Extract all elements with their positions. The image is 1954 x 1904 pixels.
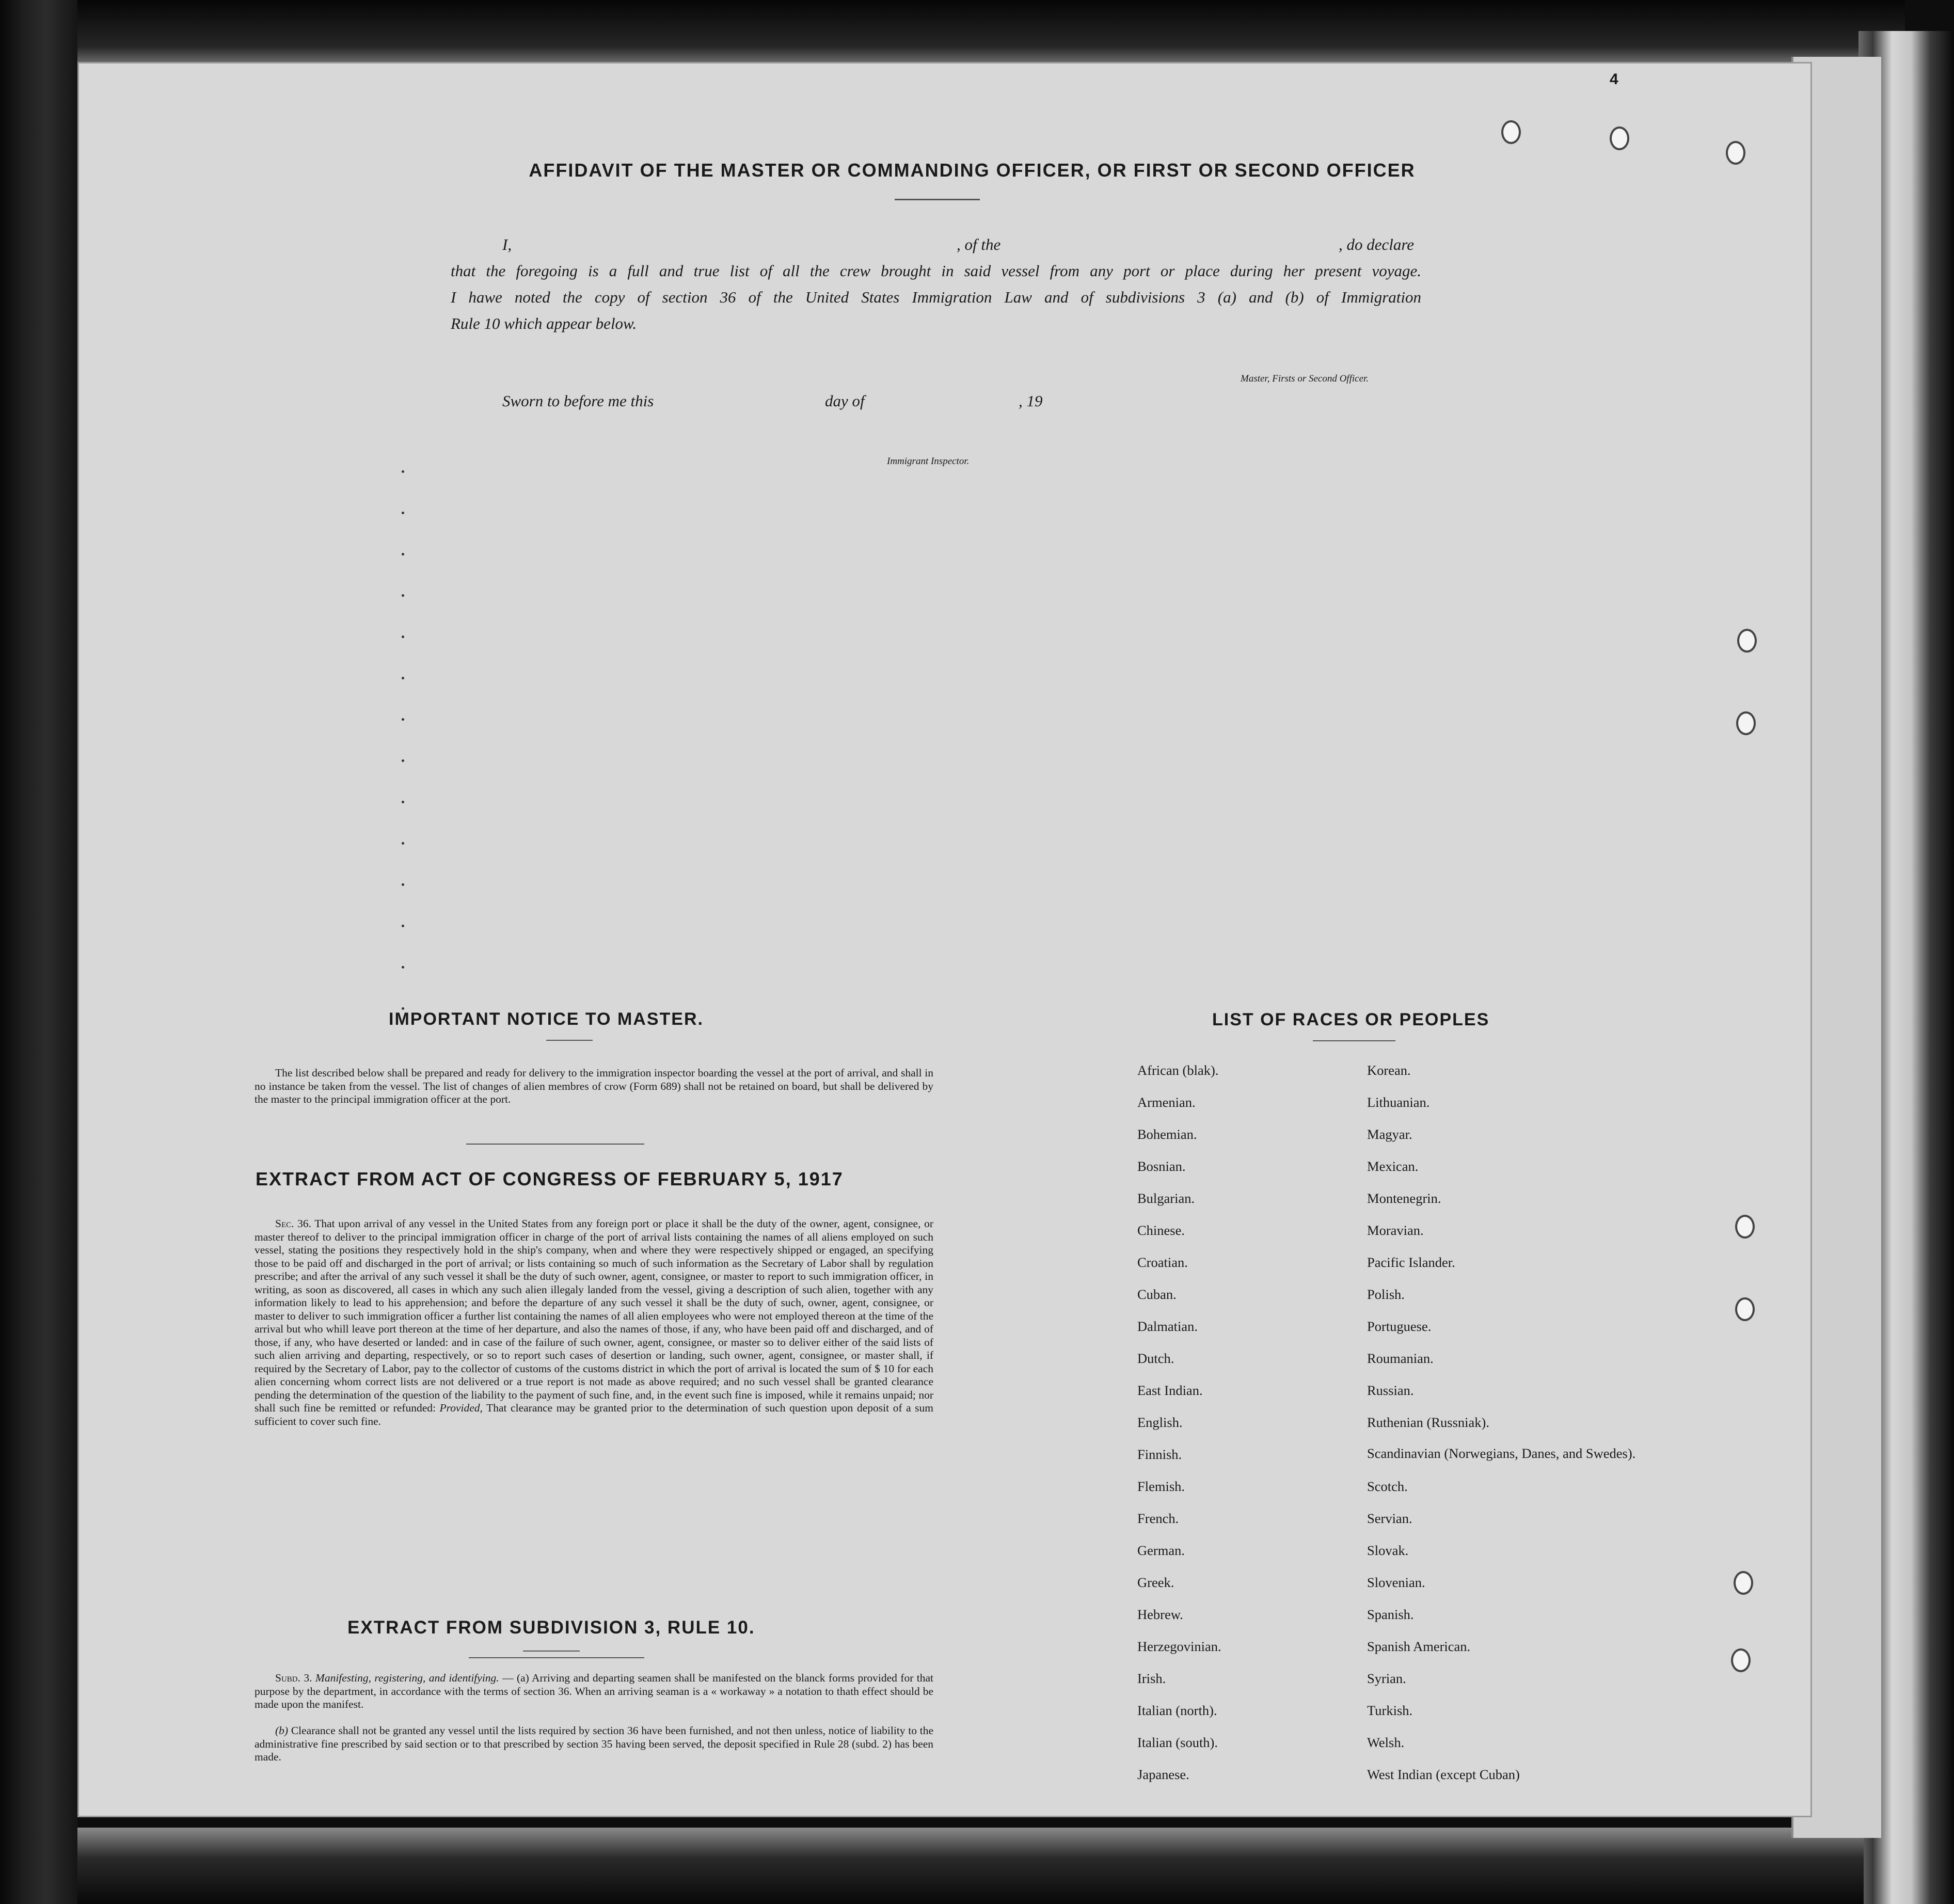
races-column-1: [1137, 1062, 1344, 1799]
margin-dot: [402, 801, 404, 803]
race-item: Slovak.: [1367, 1543, 1409, 1558]
margin-dot: [402, 470, 404, 473]
margin-dot: [402, 759, 404, 762]
sworn-text: Sworn to before me this: [502, 392, 654, 410]
rule-title: EXTRACT FROM SUBDIVISION 3, RULE 10.: [347, 1617, 755, 1638]
scan-border-bottom: [77, 1828, 1864, 1904]
margin-dot: [402, 512, 404, 514]
para-b-label: (b): [275, 1724, 289, 1737]
race-item: Bohemian.: [1137, 1126, 1197, 1142]
subd-label: Subd. 3.: [275, 1672, 312, 1684]
race-item: Croatian.: [1137, 1255, 1188, 1270]
rule-body-a: [255, 1672, 933, 1711]
races-column-2: [1367, 1062, 1656, 1799]
document-page: [77, 62, 1812, 1817]
section-divider: [466, 1144, 644, 1145]
race-item: Korean.: [1367, 1062, 1411, 1078]
race-item: East Indian.: [1137, 1383, 1203, 1398]
race-item: Servian.: [1367, 1511, 1412, 1526]
sec-label: Sec. 36.: [275, 1217, 311, 1230]
margin-dot: [402, 966, 404, 969]
race-item: Slovenian.: [1367, 1575, 1425, 1590]
race-item: Italian (north).: [1137, 1703, 1217, 1718]
race-item: African (blak).: [1137, 1062, 1219, 1078]
race-item: English.: [1137, 1415, 1183, 1430]
race-item: Mexican.: [1367, 1159, 1419, 1174]
affidavit-of-the: , of the: [957, 235, 1001, 253]
race-item: West Indian (except Cuban): [1367, 1767, 1520, 1782]
rule-body-b: [255, 1724, 933, 1764]
race-item: Greek.: [1137, 1575, 1174, 1590]
margin-dot: [402, 677, 404, 679]
notice-body: The list described below shall be prepared and ready for delivery to the immigration inspector boarding the vessel at the port of arrival, and shall in no instance be taken from the vessel. The list of changes of alien membres of crow (Form 689) shall not be retained on board, but shall be delivered by the master to the principal immigration officer at the port.: [255, 1067, 933, 1105]
margin-dot: [402, 594, 404, 597]
race-item: French.: [1137, 1511, 1179, 1526]
race-item: Syrian.: [1367, 1671, 1406, 1686]
punch-hole: [1610, 126, 1629, 150]
race-item: Herzegovinian.: [1137, 1639, 1221, 1654]
provided-word: Provided,: [439, 1402, 483, 1414]
punch-hole: [1501, 120, 1521, 144]
punch-hole: [1735, 1215, 1755, 1239]
margin-dot: [402, 718, 404, 721]
race-item: Spanish.: [1367, 1607, 1414, 1622]
races-rule: [1313, 1040, 1395, 1041]
race-item: Magyar.: [1367, 1126, 1412, 1142]
race-item: Chinese.: [1137, 1223, 1185, 1238]
punch-hole: [1731, 1648, 1751, 1672]
page-number-mark: 4: [1610, 71, 1618, 88]
margin-dot: [402, 925, 404, 927]
race-item: Russian.: [1367, 1383, 1414, 1398]
inspector-caption: Immigrant Inspector.: [887, 456, 970, 467]
race-item: German.: [1137, 1543, 1185, 1558]
race-item: Scandinavian (Norwegians, Danes, and Swedes).: [1367, 1446, 1636, 1461]
sworn-year: , 19: [1019, 392, 1043, 410]
race-item: Dutch.: [1137, 1351, 1174, 1366]
race-item: Dalmatian.: [1137, 1319, 1198, 1334]
race-item: Scotch.: [1367, 1479, 1408, 1494]
title-rule: [895, 199, 980, 200]
act-title: EXTRACT FROM ACT OF CONGRESS OF FEBRUARY 5, 1917: [256, 1168, 844, 1189]
race-item: Flemish.: [1137, 1479, 1185, 1494]
race-item: Bosnian.: [1137, 1159, 1186, 1174]
race-item: Portuguese.: [1367, 1319, 1432, 1334]
scan-border-left: [0, 0, 77, 1904]
race-item: Japanese.: [1137, 1767, 1189, 1782]
margin-dot: [402, 636, 404, 638]
race-item: Polish.: [1367, 1287, 1405, 1302]
margin-dot: [402, 553, 404, 556]
races-title: LIST OF RACES OR PEOPLES: [1212, 1010, 1490, 1029]
race-item: Pacific Islander.: [1367, 1255, 1455, 1270]
subd-heading: Manifesting, registering, and identifying.: [315, 1672, 499, 1684]
race-item: Ruthenian (Russniak).: [1367, 1415, 1489, 1430]
section-divider: [469, 1657, 644, 1658]
affidavit-line-4: Rule 10 which appear below.: [451, 314, 637, 332]
race-item: Bulgarian.: [1137, 1191, 1195, 1206]
punch-hole: [1737, 629, 1757, 653]
act-body: [255, 1217, 933, 1428]
act-text-end: That clearance may be granted prior to the determination of such question upon deposit of a sum sufficient to cover such fine.: [255, 1402, 934, 1427]
scan-border-top: [77, 0, 1905, 67]
race-item: Roumanian.: [1367, 1351, 1434, 1366]
affidavit-do-declare: , do declare: [1339, 235, 1415, 253]
affidavit-i: I,: [502, 235, 512, 253]
notice-rule: [546, 1040, 593, 1041]
affidavit-line-2: that the foregoing is a full and true list of all the crew brought in said vessel from any port or place during her present voyage.: [451, 262, 1421, 280]
signature-caption: Master, Firsts or Second Officer.: [1241, 373, 1369, 384]
affidavit-line-3: I hawe noted the copy of section 36 of the United States Immigration Law and of subdivisions 3 (a) and (b) of Immigration: [451, 288, 1421, 306]
race-item: Montenegrin.: [1367, 1191, 1441, 1206]
race-item: Finnish.: [1137, 1447, 1182, 1462]
race-item: Spanish American.: [1367, 1639, 1471, 1654]
rule-title-rule: [523, 1651, 580, 1652]
race-item: Italian (south).: [1137, 1735, 1218, 1750]
punch-hole: [1734, 1571, 1753, 1595]
race-item: Cuban.: [1137, 1287, 1177, 1302]
race-item: Lithuanian.: [1367, 1094, 1430, 1110]
race-item: Irish.: [1137, 1671, 1166, 1686]
affidavit-title: AFFIDAVIT OF THE MASTER OR COMMANDING OFFICER, OR FIRST OR SECOND OFFICER: [529, 160, 1416, 181]
race-item: Armenian.: [1137, 1094, 1196, 1110]
margin-dot: [402, 883, 404, 886]
notice-title: IMPORTANT NOTICE TO MASTER.: [389, 1009, 704, 1029]
race-item: Turkish.: [1367, 1703, 1413, 1718]
margin-dot: [402, 842, 404, 845]
race-item: Moravian.: [1367, 1223, 1424, 1238]
act-text: That upon arrival of any vessel in the United States from any foreign port or place it shall be the duty of the owner, agent, consignee, or master thereof to deliver to the principal immigration officer in charge of the port of arrival lists containing the names of all aliens employed on such vessel, stating the positions they respectively hold in the ship's company, when and where they were respectively shipped or engaged, an specifying those to be paid off and discharged in the port of arrival; or lists containing so much of such information as the Secretary of Labor shall by regulation prescribe; and after the arrival of any such vessel it shall be the duty of such owner, agent, consignee, or master to report to such immigration officer, in writing, as soon as discovered, all cases in which any such alien illegaly landed from the vessel, giving a description of such alien, together with any information likely to lead to his apprehension; and before the departure of any such vessel it shall be the duty of such, owner, agent, consignee, or master to deliver to such immigration officer a further list containing the names of all alien employees who were not employed thereon at the time of the arrival but who whill leave port thereon at the time of her departure, and also the names of those, if any, who have been paid off and discharged, and of those, if any, who have deserted or landed: and in case of the failure of such owner, agent, consignee, or master so to deliver either of the said lists of such alien arriving and departing, respectively, or so to report such cases of desertion or landing, such owner, agent, consignee, or master shall, if required by the Secretary of Labor, pay to the collector of customs of the customs district in which the port of arrival is located the sum of $ 10 for each alien concerning whom correct lists are not delivered or a true report is not made as above required; and no such vessel shall be granted clearance pending the determination of the question of the liability to the payment of such fine, and, in the event such fine is imposed, while it remains unpaid; nor shall such fine be remitted or refunded:: [255, 1217, 933, 1414]
punch-hole: [1735, 1297, 1755, 1321]
race-item: Welsh.: [1367, 1735, 1405, 1750]
para-a: — (a) Arriving and departing seamen shall be manifested on the blanck forms provided for that purpose by the department, in accordance with the terms of section 36. When an arriving seaman is a « workaway » a notation to thath effect should be made upon the manifest.: [255, 1672, 933, 1710]
para-b: Clearance shall not be granted any vessel until the lists required by section 36 have been furnished, and not then unless, notice of liability to the administrative fine prescribed by said section or to that prescribed by section 35 having been served, the deposit specified in Rule 28 (subd. 2) has been made.: [255, 1724, 934, 1763]
sworn-day-of: day of: [825, 392, 865, 410]
punch-hole: [1736, 711, 1756, 735]
race-item: Hebrew.: [1137, 1607, 1183, 1622]
